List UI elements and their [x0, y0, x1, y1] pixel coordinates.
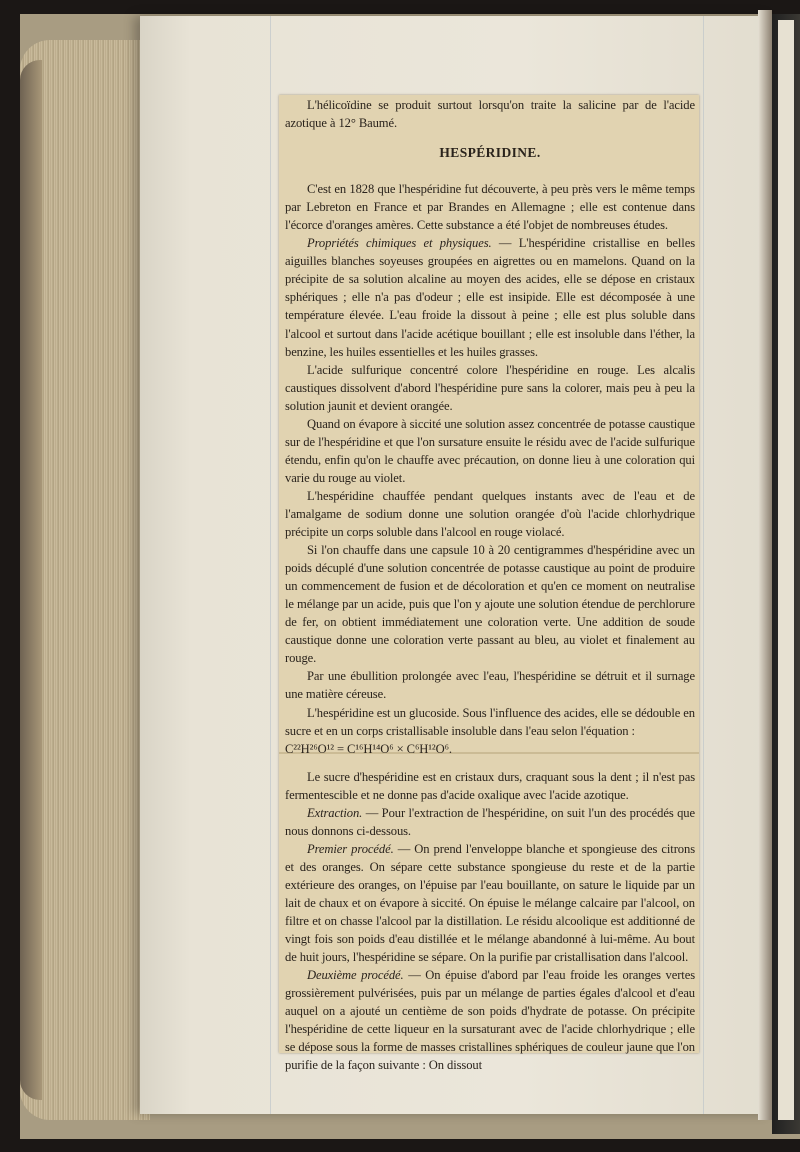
paragraph: Deuxième procédé. — On épuise d'abord par l'eau froide les oranges vertes grossièrement pulvérisées, puis par un mélange de parties égales d'alcool et d'eau auquel on a ajouté un centième de son poids d'hydrate de potasse. On précipite l'hespéridine de cette liqueur en la sursaturant avec de l'acide chlorhydrique ; elle se dépose sous la forme de masses cristallines sphériques de couleur jaune que l'on purifie de la façon suivante : On dissout [285, 968, 695, 1073]
paragraph-lead: Premier procédé. [307, 841, 394, 856]
paragraph: Premier procédé. — On prend l'enveloppe blanche et spongieuse des citrons et des oranges. On sépare cette substance spongieuse du reste et de la partie extérieure des oranges, on l'épuise par l'eau bouillante, on sature le liquide par un lait de chaux et on évapore à siccité. On épuise le mélange calcaire par l'alcool, on filtre et on chasse l'alcool par la distillation. Le résidu alcoolique est additionné de vingt fois son poids d'eau distillée et le mélange abandonné à lui-même. Au bout de huit jours, l'hespéridine se sépare. On la purifie par cristallisation dans l'alcool. [285, 841, 695, 965]
section-title: HESPÉRIDINE. [439, 145, 541, 161]
paragraph: L'hespéridine est un glucoside. Sous l'influence des acides, elle se dédouble en sucre et en un corps cristallisable insoluble dans l'eau selon l'équation : [285, 705, 695, 738]
paragraph: C'est en 1828 que l'hespéridine fut découverte, à peu près vers le même temps par Lebreton en France et par Brandes en Allemagne ; elle est contenue dans l'écorce d'oranges amères. Cette substance a été l'objet de nombreuses études. [285, 182, 695, 233]
paragraph: Par une ébullition prolongée avec l'eau, l'hespéridine se détruit et il surnage une matière céreuse. [285, 669, 695, 702]
book-gutter [758, 10, 772, 1120]
margin-rule-right [703, 16, 704, 1114]
paragraph: L'acide sulfurique concentré colore l'hespéridine en rouge. Les alcalis caustiques dissolvent d'abord l'hespéridine pure sans la colorer, mais peu à peu la solution jaunit et devient orangée. [285, 362, 695, 413]
page-edges-shadow [20, 60, 42, 1100]
margin-rule-left [270, 16, 271, 1114]
paragraph: Le sucre d'hespéridine est en cristaux durs, craquant sous la dent ; il n'est pas fermentescible et ne donne pas d'acide oxalique avec l'acide azotique. [285, 769, 695, 802]
paragraph: Propriétés chimiques et physiques. — L'hespéridine cristallise en belles aiguilles blanches soyeuses groupées en aigrettes ou en mamelons. Quand on la précipite de sa solution alcaline au moyen des acides, elle se dépose en cristaux sphériques ; elle n'a pas d'odeur ; elle est insipide. Elle est décomposée à une température élevée. L'eau froide la dissout à peine ; elle est plus soluble dans l'alcool et surtout dans l'acide acétique bouillant ; elle est insoluble dans l'éther, la benzine, les huiles essentielles et les huiles grasses. [285, 236, 695, 359]
paragraph: Si l'on chauffe dans une capsule 10 à 20 centigrammes d'hespéridine avec un poids décuplé d'une solution concentrée de potasse caustique au point de produire un commencement de fusion et de décoloration et qu'en ce moment on neutralise le mélange par un acide, puis que l'on y ajoute une solution étendue de perchlorure de fer, on obtient immédiatement une coloration verte. Une addition de soude caustique donne une coloration verte passant au bleu, au violet et finalement au rouge. [285, 543, 695, 666]
paragraph: Quand on évapore à siccité une solution assez concentrée de potasse caustique sur de l'hespéridine et que l'on sursature ensuite le résidu avec de l'acide sulfurique étendu, enfin qu'on le chauffe avec précaution, on donne lieu à une coloration qui varie du rouge au violet. [285, 416, 695, 485]
equation: C²²H²⁶O¹² = C¹⁶H¹⁴O⁶ × C⁶H¹²O⁶. [285, 741, 452, 756]
paragraph-lead: Propriétés chimiques et physiques. [307, 236, 492, 251]
paragraph: L'hespéridine chauffée pendant quelques instants avec de l'eau et de l'amalgame de sodium donne une solution orangée d'où l'acide chlorhydrique précipite un corps soluble dans l'alcool en rouge violacé. [285, 488, 695, 540]
paragraph: Extraction. — Pour l'extraction de l'hespéridine, on suit l'un des procédés que nous donnons ci-dessous. [285, 805, 695, 838]
paragraph-lead: Extraction. [307, 805, 363, 820]
intro-paragraph: L'hélicoïdine se produit surtout lorsqu'on traite la salicine par de l'acide azotique à 12° Baumé. [285, 98, 695, 131]
clipping-text [285, 95, 695, 1074]
paragraph-lead: Deuxième procédé. [307, 968, 404, 983]
facing-page-strip [778, 20, 794, 1120]
